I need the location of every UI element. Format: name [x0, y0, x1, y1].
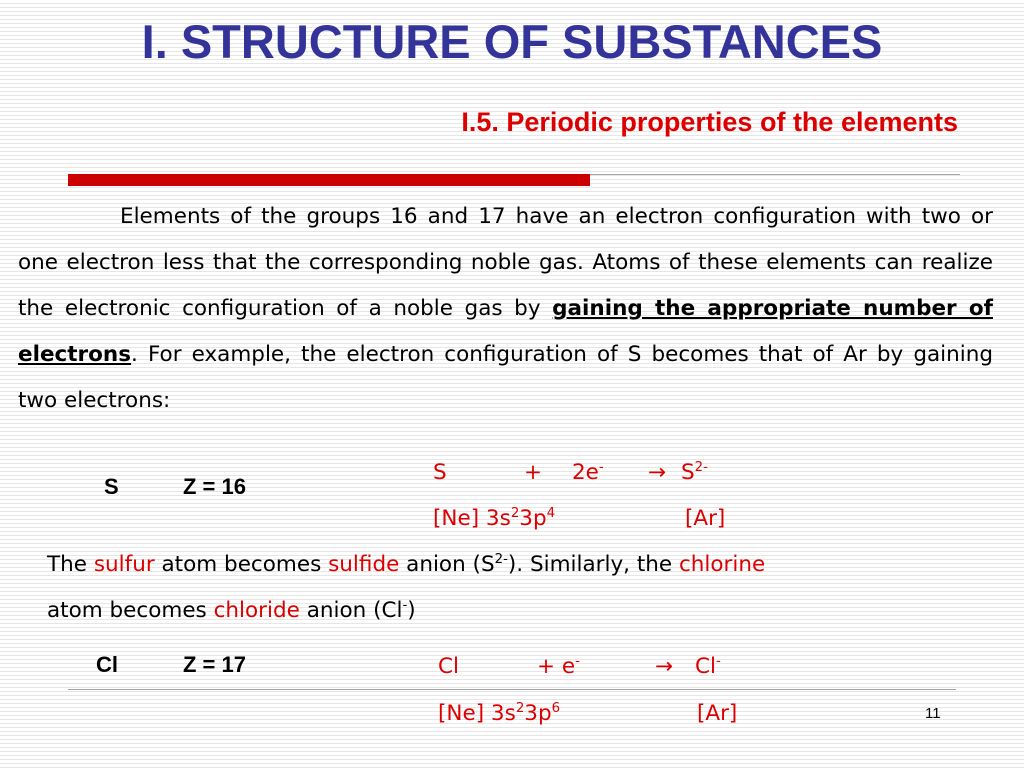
title-rule-red: [68, 174, 590, 186]
sulfur-symbol-label: S: [104, 474, 119, 499]
page-number: 11: [925, 705, 941, 722]
sulfur-z-label: Z = 16: [183, 474, 246, 499]
chlorine-electron: + e-: [537, 654, 580, 679]
sulfur-config: [Ne] $3s^23p^4$: [433, 506, 556, 531]
footer-rule: [68, 689, 956, 690]
title-rule-gray: [590, 174, 960, 175]
sulfur-plus: +: [524, 460, 543, 485]
intro-text-after: . For example, the electron configuration of S becomes that of Ar by gaining two electrons:: [18, 342, 993, 413]
chlorine-word: chlorine: [678, 552, 766, 577]
chlorine-config: [Ne] $3s^23p^6$: [438, 701, 561, 726]
slide-title: I. STRUCTURE OF SUBSTANCES: [141, 15, 883, 68]
intro-underlined-phrase: gaining the appropriate number of electrons: [18, 296, 993, 367]
sulfur-reactant: S: [433, 460, 447, 485]
chlorine-config-noble: [Ar]: [697, 701, 738, 726]
arrow-icon: →: [648, 460, 667, 485]
intro-paragraph: [18, 194, 993, 424]
slide-subtitle: I.5. Periodic properties of the elements: [461, 107, 958, 137]
sulfur-electrons: 2e-: [572, 460, 604, 485]
chloride-word: chloride: [213, 598, 300, 623]
sulfur-product: $S^{2-}$: [681, 460, 708, 485]
intro-text-before: Elements of the groups 16 and 17 have an electron configuration with two or one electron less that the corresponding noble gas. Atoms of these elements can realize the electronic configuration of a noble gas by: [18, 204, 993, 321]
sulfur-config-noble: [Ar]: [685, 506, 726, 531]
middle-paragraph: The sulfur atom becomes sulfide anion $(S^{2-})$. Similarly, the chlorine atom becomes chloride anion (Cl-): [47, 552, 766, 623]
chlorine-reactant: Cl: [438, 654, 459, 679]
sulfide-word: sulfide: [328, 552, 400, 577]
arrow-icon: →: [655, 654, 674, 679]
chlorine-z-label: Z = 17: [183, 652, 246, 677]
chlorine-product: Cl-: [695, 654, 721, 679]
chlorine-symbol-label: Cl: [96, 652, 118, 677]
sulfur-word: sulfur: [93, 552, 155, 577]
